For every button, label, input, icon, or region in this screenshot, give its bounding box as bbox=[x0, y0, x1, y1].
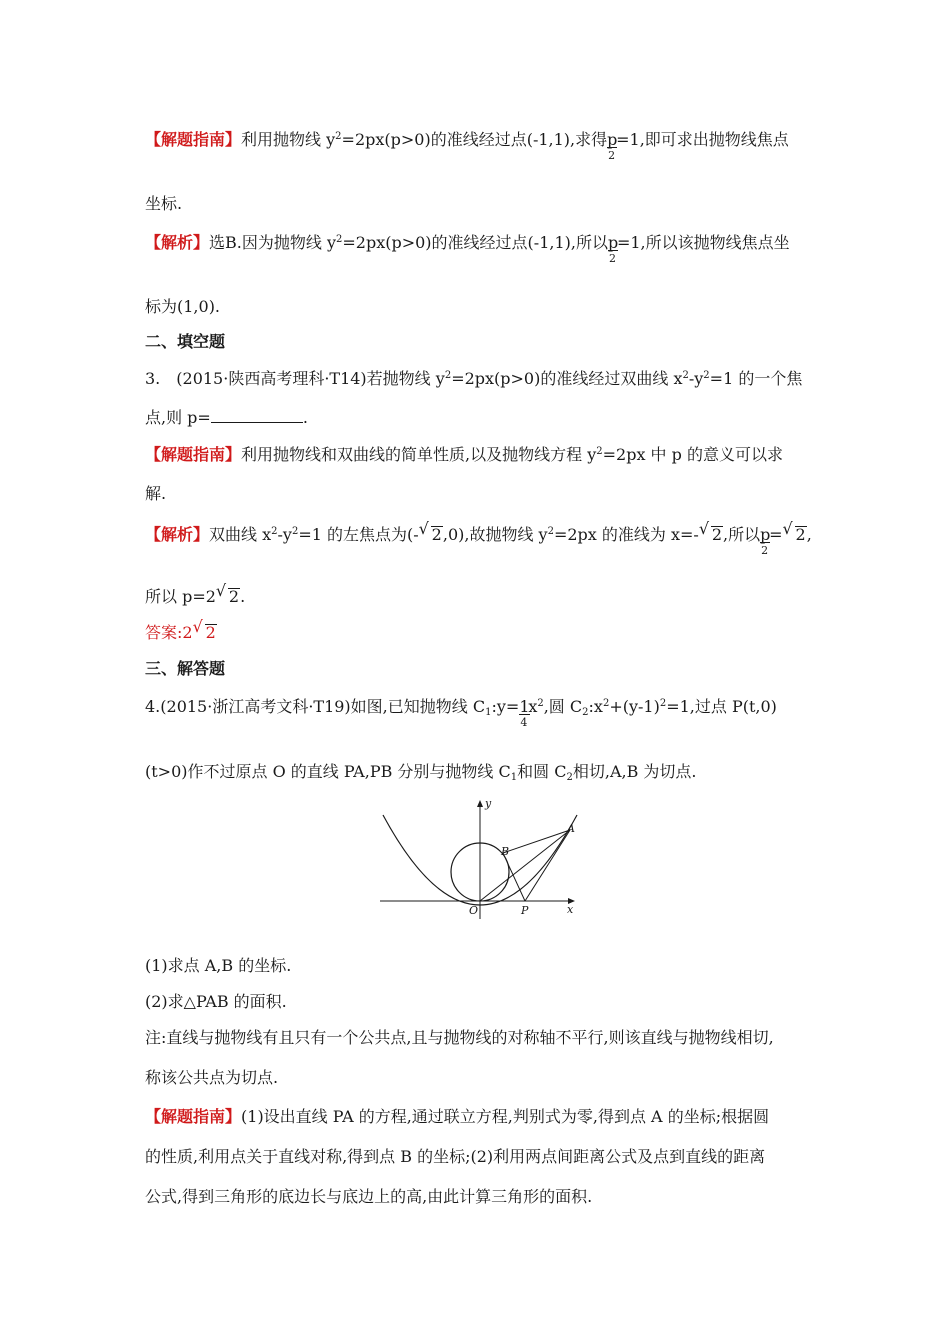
sqrt-2: √ 2 bbox=[418, 519, 442, 544]
q4-stem-line1: 4.(2015·浙江高考文科·T19)如图,已知抛物线 $C_1:y=\frac{1}{4}$ $x^2$,圆 $C_2:x^2+(y-1)^2=1$,过点 P(t,0) bbox=[145, 697, 777, 729]
line-ab bbox=[503, 830, 570, 853]
q3-stem-line2: 点,则 p= . bbox=[145, 408, 308, 427]
fraction-p-over-2: $\frac{p}{2}$ bbox=[607, 233, 619, 265]
q4-note-line1: 注:直线与抛物线有且只有一个公共点,且与抛物线的对称轴不平行,则该直线与抛物线相切, bbox=[145, 1028, 774, 1047]
section-fill-heading: 二、填空题 bbox=[145, 332, 226, 351]
line-pa bbox=[525, 830, 570, 901]
q3-answer-line: 答案:2 √ 2 bbox=[145, 617, 216, 642]
label-a: A bbox=[567, 822, 575, 835]
q3-guide-cont: 解. bbox=[145, 484, 167, 503]
analysis-tag: 【解析】 bbox=[145, 233, 210, 252]
sqrt-2: √ 2 bbox=[192, 617, 216, 642]
p2-guide-line: 【解题指南】利用抛物线 $y^2=2px(p>0)$的准线经过点(-1,1),求得$\frac{p}{2}$ =1,即可求出抛物线焦点 bbox=[145, 130, 789, 162]
sqrt-2: √ 2 bbox=[782, 519, 806, 544]
label-o: O bbox=[469, 904, 479, 917]
guide-tag: 【解题指南】 bbox=[145, 445, 242, 464]
fraction-p-over-2: $\frac{p}{2}$ bbox=[607, 130, 618, 162]
label-b: B bbox=[501, 845, 510, 858]
guide-tag: 【解题指南】 bbox=[145, 130, 242, 149]
q4-note-line2: 称该公共点为切点. bbox=[145, 1068, 279, 1087]
q4-guide-line2: 的性质,利用点关于直线对称,得到点 B 的坐标;(2)利用两点间距离公式及点到直线的距离 bbox=[145, 1147, 766, 1166]
q4-sub1: (1)求点 A,B 的坐标. bbox=[145, 956, 292, 975]
q4-guide-line3: 公式,得到三角形的底边长与底边上的高,由此计算三角形的面积. bbox=[145, 1187, 593, 1206]
answer-tag: 答案: bbox=[145, 623, 183, 642]
q3-analysis-cont: 所以 p=2 √ 2. bbox=[145, 581, 246, 606]
guide-tag: 【解题指南】 bbox=[145, 1107, 242, 1126]
q3-analysis-line: 【解析】双曲线 $x^2-y^2=1$ 的左焦点为(- √ 2,0),故抛物线 $y^2=2px$ 的准线为 x=- √ 2,所以$\frac{p}{2}$ = √ 2, bbox=[145, 519, 812, 557]
section-solve-heading: 三、解答题 bbox=[145, 659, 226, 678]
p2-guide-cont: 坐标. bbox=[145, 194, 183, 213]
label-y: y bbox=[485, 797, 492, 810]
label-p: P bbox=[521, 904, 529, 917]
label-x: x bbox=[567, 903, 574, 916]
fraction-1-over-4: $\frac{1}{4}$ bbox=[519, 697, 530, 729]
sqrt-2: √ 2 bbox=[698, 519, 723, 544]
y-axis-arrow bbox=[477, 800, 483, 807]
line-ao bbox=[480, 830, 570, 901]
analysis-tag: 【解析】 bbox=[145, 525, 210, 544]
p2-analysis-line: 【解析】选B.因为抛物线 $y^2=2px(p>0)$的准线经过点(-1,1),所以$\frac{p}{2}$ =1,所以该抛物线焦点坐 bbox=[145, 233, 790, 265]
q3-stem-line1: 3. (2015·陕西高考理科·T14)若抛物线 $y^2=2px(p>0)$的准线经过双曲线 $x^2-y^2=1$ 的一个焦 bbox=[145, 369, 803, 388]
q4-stem-line2: (t>0)作不过原点 O 的直线 PA,PB 分别与抛物线 $C_1$和圆 $C_2$相切,A,B 为切点. bbox=[145, 762, 697, 783]
fraction-p-over-2: $\frac{p}{2}$ bbox=[760, 525, 771, 557]
parabola-circle-figure bbox=[375, 795, 590, 920]
answer-blank[interactable] bbox=[211, 408, 303, 423]
sqrt-2: √ 2 bbox=[215, 581, 240, 606]
q3-guide-line: 【解题指南】利用抛物线和双曲线的简单性质,以及抛物线方程 $y^2=2px$ 中 p 的意义可以求 bbox=[145, 445, 783, 464]
q4-sub2: (2)求△PAB 的面积. bbox=[145, 992, 287, 1011]
q4-guide-line1: 【解题指南】(1)设出直线 PA 的方程,通过联立方程,判别式为零,得到点 A 的坐标;根据圆 bbox=[145, 1107, 770, 1126]
p2-analysis-cont: 标为(1,0). bbox=[145, 297, 221, 316]
